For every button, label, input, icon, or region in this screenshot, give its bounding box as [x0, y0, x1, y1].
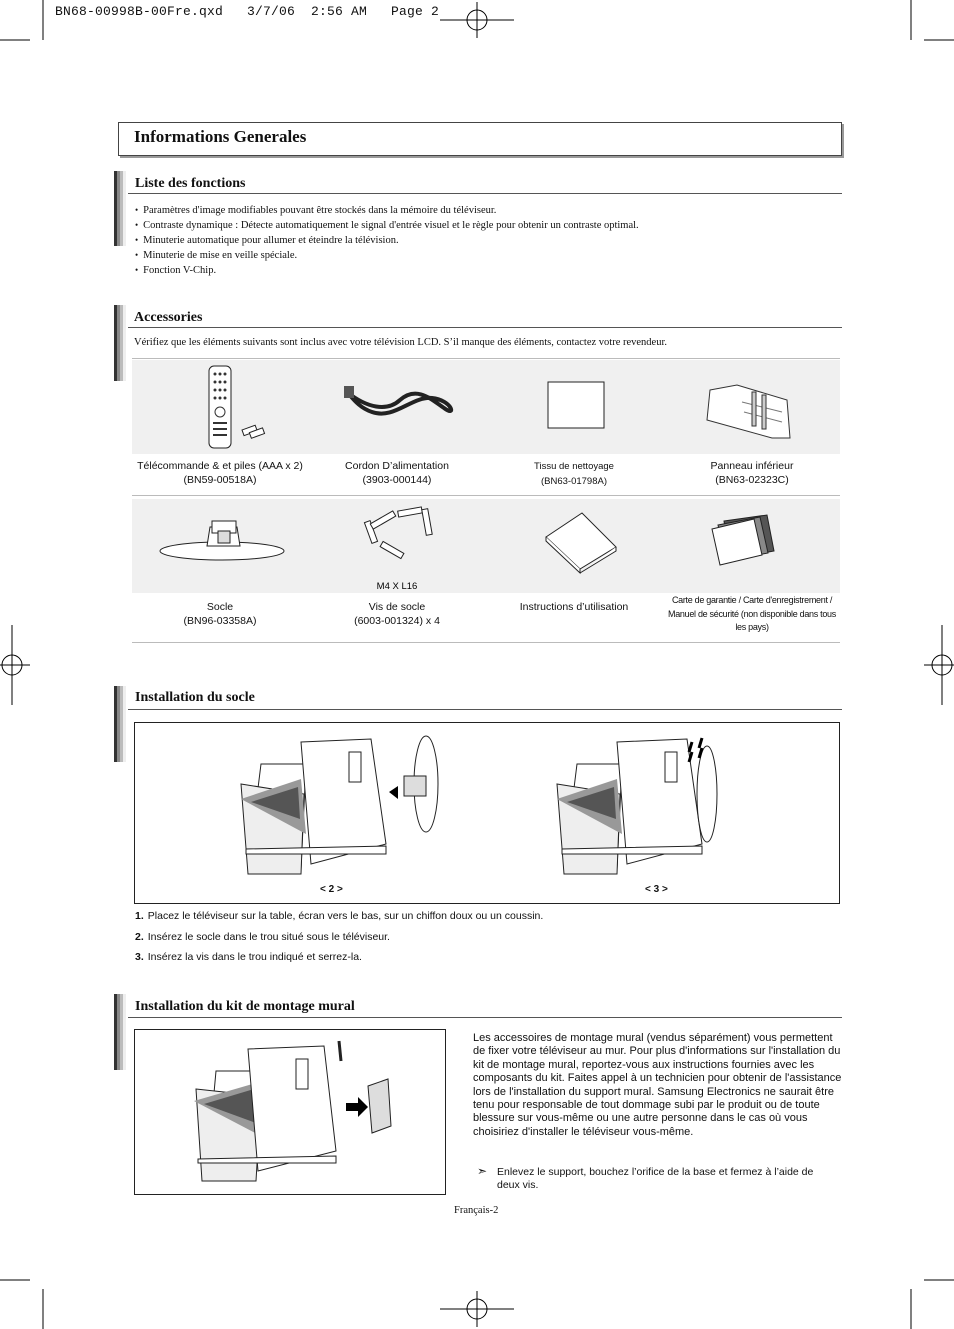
- accessory-code: (BN96-03358A): [183, 615, 257, 627]
- divider: [132, 495, 840, 496]
- accessory-name: Tissu de nettoyage: [534, 461, 614, 472]
- accessory-code: (BN59-00518A): [183, 474, 257, 486]
- features-title: Liste des fonctions: [135, 176, 246, 191]
- accessory-name: Cordon D’alimentation: [345, 460, 449, 472]
- wall-illustration: [136, 1031, 442, 1191]
- tv-back-illustration: [241, 739, 386, 874]
- accessory-name: Instructions d’utilisation: [519, 601, 629, 613]
- step-number: 3.: [135, 951, 144, 963]
- accessory-code: (BN63-02323C): [715, 474, 789, 486]
- remote-control-icon: [209, 366, 265, 448]
- accessory-code: (3903-000144): [362, 474, 432, 486]
- section-bar: [114, 171, 126, 246]
- list-item: • Minuterie automatique pour allumer et éteindre la télévision.: [135, 233, 639, 248]
- accessory-name: Socle: [206, 601, 234, 613]
- accessory-caption: [486, 600, 662, 614]
- file-header: BN68-00998B-00Fre.qxd 3/7/06 2:56 AM Page 2: [55, 4, 440, 19]
- accessory-caption: [664, 459, 840, 487]
- accessory-caption: [132, 459, 308, 487]
- wall-note: Enlevez le support, bouchez l’orifice de la base et fermez à l’aide de deux vis.: [497, 1166, 814, 1191]
- section-rule: [128, 193, 842, 194]
- stand-illustrations: [136, 724, 838, 884]
- list-item: • Contraste dynamique : Détecte automatiquement le signal d'entrée visuel et le règle pour obtenir un contraste optimal.: [135, 218, 639, 233]
- section-bar: [114, 994, 126, 1070]
- manual-icon: [546, 513, 616, 573]
- divider: [132, 358, 840, 359]
- accessory-code: (6003-001324) x 4: [354, 615, 440, 627]
- accessory-code: (BN63-01798A): [540, 476, 607, 487]
- screw-size-label: M4 X L16: [376, 581, 418, 592]
- accessories-intro: Vérifiez que les éléments suivants sont inclus avec votre télévision LCD. S’il manque des éléments, contactez votre revendeur.: [134, 337, 667, 348]
- wall-title: Installation du kit de montage mural: [135, 999, 355, 1014]
- step-1: [135, 910, 543, 922]
- accessory-name: Vis de socle: [368, 601, 426, 613]
- tv-back-illustration-2: [557, 738, 717, 874]
- stand-base-illustration: [404, 736, 438, 832]
- divider: [132, 642, 840, 643]
- step-text: Insérez la vis dans le trou indiqué et serrez-la.: [147, 951, 362, 963]
- step-text: Placez le téléviseur sur la table, écran vers le bas, sur un chiffon doux ou un coussin.: [147, 910, 544, 922]
- stand-title: Installation du socle: [135, 690, 255, 705]
- section-rule: [128, 709, 842, 710]
- bottom-panel-icon: [707, 385, 790, 438]
- wall-description: Les accessoires de montage mural (vendus séparément) vous permettent de fixer votre téléviseur au mur. Pour plus d'informations sur l'installation du kit de montage mural, reportez-vous aux instructions fournies avec les composants du kit. Faites appel à un technicien pour obtenir de l'assistance lors de l'installation du support mural. Samsung Electronics ne saurait être tenu pour responsable de tout dommage subi par le produit ou de toute blessure sur vous-même ou une autre personne dans le cas où vous choisiriez d'installer le téléviseur vous-même.: [473, 1032, 842, 1138]
- arrow-icon: [389, 786, 398, 799]
- warranty-cards-icon: [712, 515, 774, 565]
- list-item: • Fonction V-Chip.: [135, 263, 639, 278]
- accessory-caption: [132, 600, 308, 628]
- accessory-caption: [309, 600, 485, 628]
- section-rule: [128, 1017, 842, 1018]
- step-number: 1.: [135, 910, 144, 922]
- figure-label-2: < 2 >: [320, 884, 343, 895]
- list-item: • Paramètres d'image modifiables pouvant être stockés dans la mémoire du téléviseur.: [135, 203, 639, 218]
- page-number: Français-2: [454, 1205, 499, 1216]
- features-list: [135, 203, 639, 278]
- accessory-caption: [309, 459, 485, 487]
- section-rule: [128, 327, 842, 328]
- accessories-row2-illustrations: [132, 499, 840, 593]
- step-3: [135, 951, 362, 963]
- accessory-caption: [486, 459, 662, 489]
- screws-icon: [364, 507, 432, 559]
- accessory-caption: [664, 594, 840, 635]
- list-item: • Minuterie de mise en veille spéciale.: [135, 248, 639, 263]
- accessory-name: Carte de garantie / Carte d'enregistrement / Manuel de sécurité (non disponible dans tous les pays): [668, 595, 836, 632]
- arrow-icon: [346, 1097, 368, 1117]
- accessories-title: Accessories: [134, 310, 203, 325]
- page-title: Informations Generales: [134, 127, 307, 146]
- section-bar: [114, 305, 126, 381]
- step-number: 2.: [135, 931, 144, 943]
- stand-icon: [160, 521, 284, 560]
- section-bar: [114, 686, 126, 762]
- accessory-name: Panneau inférieur: [710, 460, 794, 472]
- figure-label-3: < 3 >: [645, 884, 668, 895]
- accessories-row1-illustrations: [132, 360, 840, 454]
- accessory-name: Télécommande & et piles (AAA x 2): [137, 460, 303, 472]
- cleaning-cloth-icon: [548, 382, 604, 428]
- step-text: Insérez le socle dans le trou situé sous le téléviseur.: [147, 931, 390, 943]
- power-cord-icon: [344, 386, 451, 414]
- step-2: [135, 931, 390, 943]
- note-arrow-icon: ➣: [477, 1164, 488, 1178]
